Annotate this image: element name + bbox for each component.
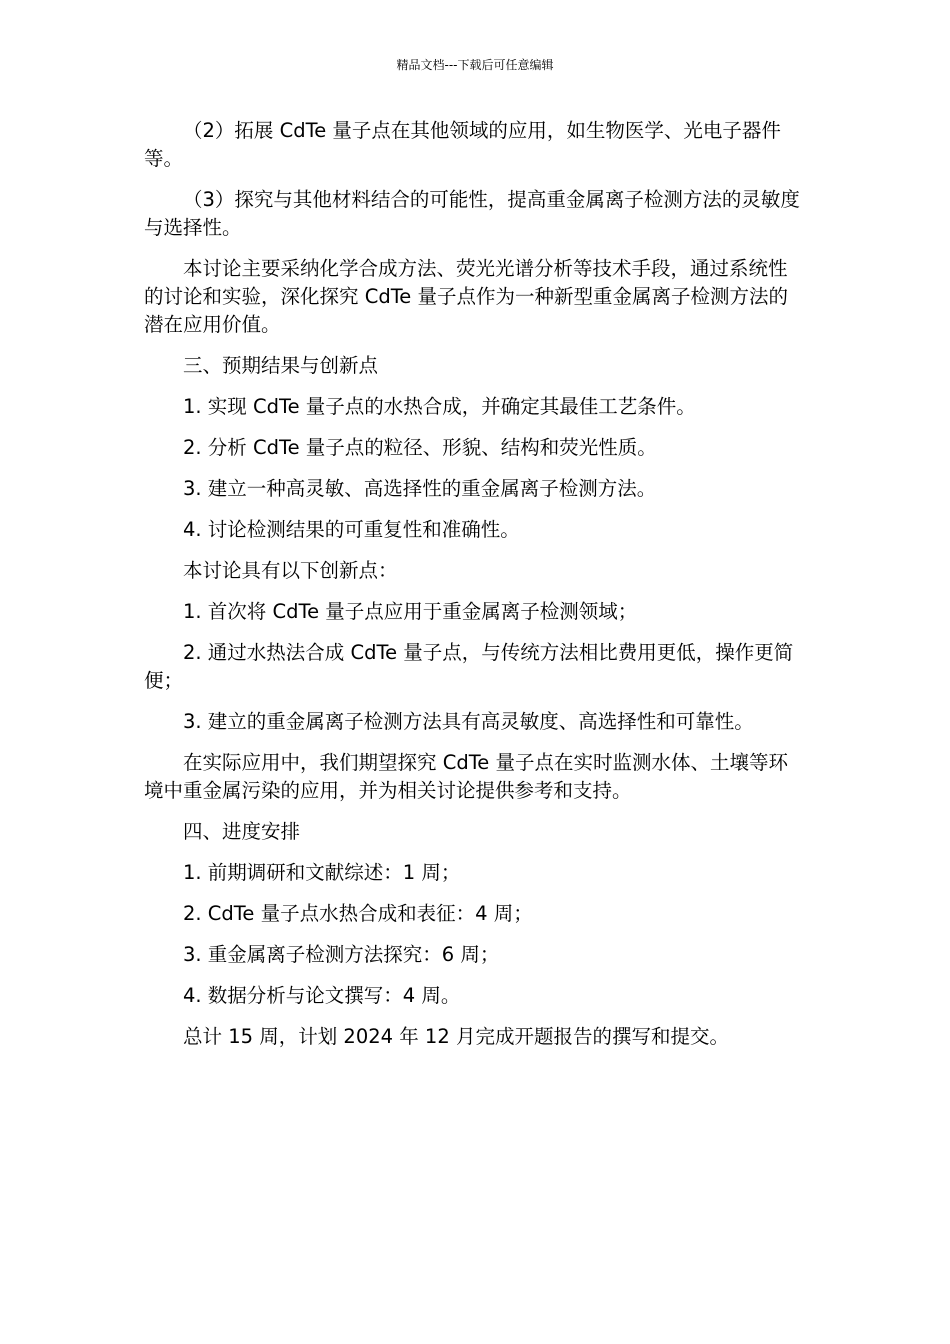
list-item-innovation-1: 1. 首次将 CdTe 量子点应用于重金属离子检测领域； (183, 600, 638, 623)
page-header: 精品文档---下载后可任意编辑 (396, 58, 554, 72)
innovation-intro: 本讨论具有以下创新点： (183, 559, 398, 582)
list-item-result-2: 2. 分析 CdTe 量子点的粒径、形貌、结构和荧光性质。 (183, 436, 657, 459)
section-heading-schedule: 四、进度安排 (183, 820, 301, 843)
list-item-schedule-1: 1. 前期调研和文献综述：1 周； (183, 861, 461, 884)
paragraph-practical-application: 在实际应用中，我们期望探究 CdTe 量子点在实时监测水体、土壤等环境中重金属污染的应用，并为相关讨论提供参考和支持。 (144, 751, 788, 802)
paragraph-methods-summary: 本讨论主要采纳化学合成方法、荧光光谱分析等技术手段，通过系统性的讨论和实验，深化探究 CdTe 量子点作为一种新型重金属离子检测方法的潜在应用价值。 (144, 257, 788, 336)
paragraph-total-schedule: 总计 15 周，计划 2024 年 12 月完成开题报告的撰写和提交。 (183, 1025, 729, 1048)
section-heading-expected-results: 三、预期结果与创新点 (183, 354, 379, 377)
list-item-result-3: 3. 建立一种高灵敏、高选择性的重金属离子检测方法。 (183, 477, 657, 500)
list-item-innovation-2: 2. 通过水热法合成 CdTe 量子点，与传统方法相比费用更低，操作更简便； (144, 641, 794, 692)
document-body (144, 117, 806, 1064)
paragraph-material-combination: （3）探究与其他材料结合的可能性，提高重金属离子检测方法的灵敏度与选择性。 (144, 188, 800, 239)
list-item-schedule-3: 3. 重金属离子检测方法探究：6 周； (183, 943, 500, 966)
paragraph-expand-applications: （2）拓展 CdTe 量子点在其他领域的应用，如生物医学、光电子器件等。 (144, 119, 781, 170)
list-item-schedule-2: 2. CdTe 量子点水热合成和表征：4 周； (183, 902, 533, 925)
list-item-result-1: 1. 实现 CdTe 量子点的水热合成，并确定其最佳工艺条件。 (183, 395, 696, 418)
list-item-result-4: 4. 讨论检测结果的可重复性和准确性。 (183, 518, 520, 541)
list-item-innovation-3: 3. 建立的重金属离子检测方法具有高灵敏度、高选择性和可靠性。 (183, 710, 754, 733)
list-item-schedule-4: 4. 数据分析与论文撰写：4 周。 (183, 984, 461, 1007)
